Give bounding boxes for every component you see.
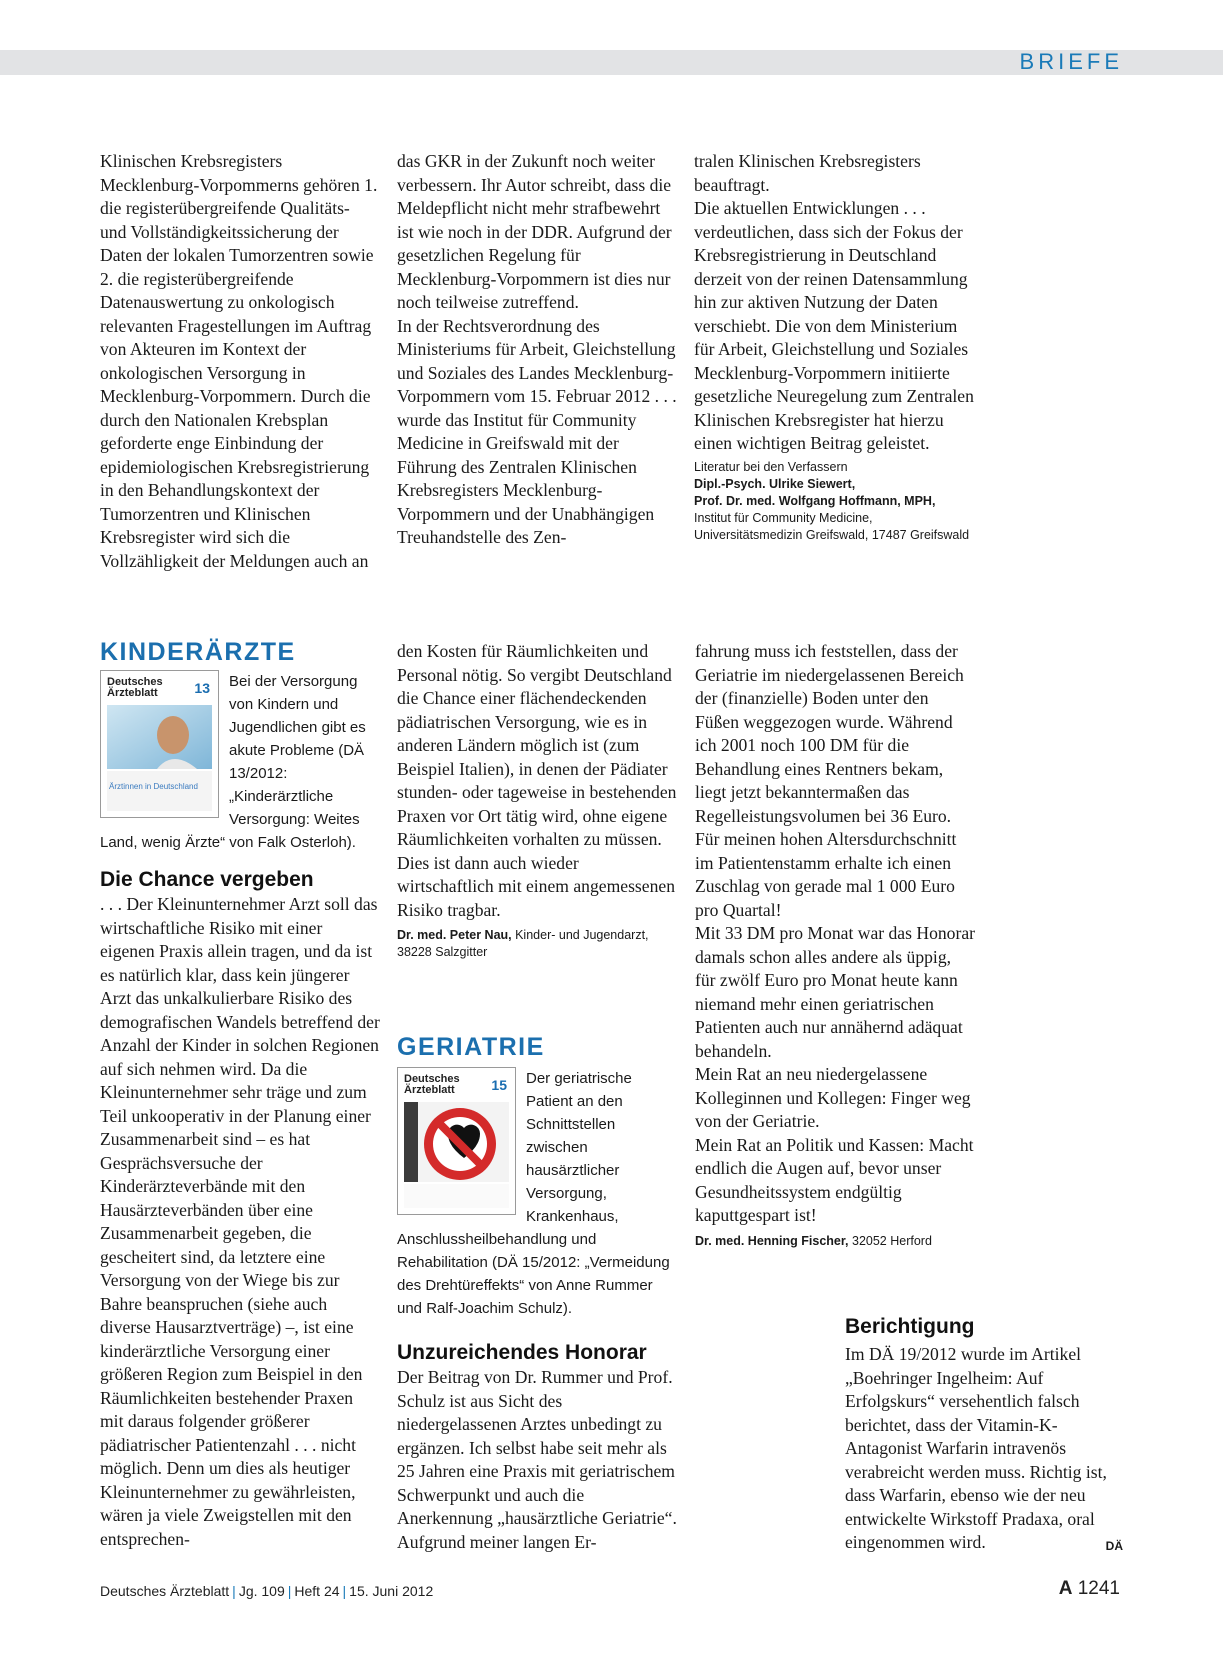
journal-name: Deutsches Ärzteblatt — [100, 1583, 230, 1599]
paragraph: tralen Klinischen Krebsregisters beauftragt. — [694, 151, 921, 195]
page-number: A 1241 — [1058, 1578, 1120, 1599]
author-name: Dipl.-Psych. Ulrike Siewert, — [694, 476, 856, 491]
cover-title: Deutsches Ärzteblatt — [107, 676, 163, 699]
teaser-text: Bei der Versorgung von Kindern und Jugendlichen gibt es akute Probleme (DÄ 13/2012: „Kinderärztliche Versorgung: Weites Land, wenig Ärzte“ von Falk Osterloh). — [100, 673, 366, 851]
paragraph: fahrung muss ich feststellen, dass der Geriatrie im niedergelassenen Bereich der (finanzielle) Boden unter den Füßen weggezogen wurde. Während ich 2001 noch 100 DM für die Behandlung eines Rentners bekam, liegt jetzt bekanntermaßen das Regelleistungsvolumen bei 36 Euro. Für meinen hohen Altersdurchschnitt im Patientenstamm erhalte ich einen Zuschlag von gerade mal 1 000 Euro pro Quartal! — [695, 641, 964, 920]
cover-photo — [398, 1068, 515, 1214]
top-column-3 — [694, 150, 974, 544]
article-heading: Die Chance vergeben — [100, 868, 314, 891]
kinder-teaser — [100, 670, 380, 855]
paragraph: das GKR in der Zukunft noch weiter verbessern. Ihr Autor schreibt, dass die Meldepflicht nicht mehr strafbewehrt ist wie noch in der DDR. Aufgrund der gesetzlichen Regelung für Mecklenburg-Vorpommern ist dies nur noch teilweise zutreffend. — [397, 151, 672, 312]
paragraph: den Kosten für Räumlichkeiten und Personal nötig. So vergibt Deutschland die Chance einer flächendeckenden pädiatrischen Versorgung, wie es in anderen Ländern möglich ist (zum Beispiel Italien), in denen der Pädiater stunden- oder tageweise in bestehenden Praxen vor Ort tätig wird, ohne eigene Räumlichkeiten vorhalten zu müssen. Dies ist dann auch wieder wirtschaftlich mit einem angemessenen Risiko tragbar. — [397, 641, 677, 920]
letter-signature: Dr. med. Peter Nau, Kinder- und Jugendarzt, 38228 Salzgitter — [397, 928, 649, 959]
date: 15. Juni 2012 — [349, 1583, 434, 1599]
top-column-2 — [397, 150, 679, 550]
kinder-cover-image — [100, 670, 219, 818]
cover-issue-number: 13 — [194, 680, 210, 696]
volume: Jg. 109 — [238, 1583, 285, 1599]
paragraph: Klinischen Krebsregisters Mecklenburg-Vorpommerns gehören 1. die registerübergreifende Qualitäts- und Vollständigkeitssicherung der Daten der lokalen Tumorzentren sowie 2. die registerübergreifende Datenauswertung zu onkologisch relevanten Fragestellungen im Auftrag von Akteuren im Kontext der onkologischen Versorgung in Mecklenburg-Vorpommern. Durch die durch den Nationalen Krebsplan geforderte enge Einbindung der epidemiologischen Krebsregistrierung in den Behandlungskontext der Tumorzentren und Klinischen Krebsregister wird sich die Vollzähligkeit der Meldungen auch an — [100, 151, 378, 571]
paragraph: Der Beitrag von Dr. Rummer und Prof. Schulz ist aus Sicht des niedergelassenen Arztes unbedingt zu ergänzen. Ich selbst habe seit mehr als 25 Jahren eine Praxis mit geriatrischem Schwerpunkt und auch die Anerkennung „hausärztliche Geriatrie“. Aufgrund meiner langen Er- — [397, 1367, 677, 1552]
cover-caption: Ärztinnen in Deutschland — [109, 782, 198, 791]
author-name: Prof. Dr. med. Wolfgang Hoffmann, MPH, — [694, 493, 936, 508]
cover-title: Deutsches Ärzteblatt — [404, 1073, 460, 1096]
rubric-kinderaerzte: KINDERÄRZTE — [100, 638, 296, 666]
geri-cover-image — [397, 1067, 516, 1215]
geri-column-2 — [397, 1067, 679, 1554]
correction-heading: Berichtigung — [845, 1315, 975, 1338]
author-affiliation: Institut für Community Medicine, Universitätsmedizin Greifswald, 17487 Greifswald — [694, 510, 970, 542]
kinder-column-1 — [100, 670, 380, 1551]
literature-note: Literatur bei den Verfassern — [694, 459, 848, 474]
geri-teaser — [397, 1067, 679, 1320]
top-column-1 — [100, 150, 380, 573]
kinder-column-2 — [397, 640, 679, 961]
geri-column-3 — [695, 640, 975, 1250]
correction-box — [845, 1314, 1123, 1559]
article-heading: Unzureichendes Honorar — [397, 1341, 647, 1364]
da-mark: DÄ — [1105, 1539, 1123, 1553]
footer-citation: Deutsches Ärzteblatt | Jg. 109 | Heft 24 | 15. Juni 2012 — [100, 1583, 434, 1599]
section-label: BRIEFE — [1019, 49, 1123, 74]
paragraph: Im DÄ 19/2012 wurde im Artikel „Boehringer Ingelheim: Auf Erfolgskurs“ versehentlich falsch berichtet, dass der Vitamin-K-Antagonist Warfarin intravenös verabreicht werden muss. Richtig ist, dass Warfarin, ebenso wie der neu entwickelte Wirkstoff Pradaxa, oral eingenommen wird. DÄ — [845, 1343, 1123, 1555]
paragraph: In der Rechtsverordnung des Ministeriums für Arbeit, Gleichstellung und Soziales des Landes Mecklenburg-Vorpommern vom 15. Februar 2012 . . . wurde das Institut für Community Medicine in Greifswald mit der Führung des Zentralen Klinischen Krebsregisters Mecklenburg-Vorpommern und der Unabhängigen Treuhandstelle des Zen- — [397, 315, 677, 547]
cover-issue-number: 15 — [491, 1077, 507, 1093]
letter-signature: Dr. med. Henning Fischer, 32052 Herford — [695, 1233, 932, 1248]
paragraph: Die aktuellen Entwicklungen . . . verdeutlichen, dass sich der Fokus der Krebsregistrierung in Deutschland derzeit von der reinen Datensammlung hin zur aktiven Nutzung der Daten verschiebt. Die von dem Ministerium für Arbeit, Gleichstellung und Soziales Mecklenburg-Vorpommern initiierte gesetzliche Neuregelung zum Zentralen Klinischen Krebsregister hat hierzu einen wichtigen Beitrag geleistet. — [694, 198, 974, 453]
rubric-geriatrie: GERIATRIE — [397, 1033, 545, 1061]
paragraph: Mein Rat an neu niedergelassene Kolleginnen und Kollegen: Finger weg von der Geriatrie. — [695, 1064, 971, 1131]
paragraph: . . . Der Kleinunternehmer Arzt soll das wirtschaftliche Risiko mit einer eigenen Praxis allein tragen, und da ist es natürlich klar, dass kein jüngerer Arzt das unkalkulierbare Risiko des demografischen Wandels betreffend der Anzahl der Kinder in solchen Regionen auf sich nehmen wird. Da die Kleinunternehmer sehr träge und zum Teil unkooperativ in der Planung einer Zusammenarbeit sind – es hat Gesprächsversuche der Kinderärzteverbände mit den Hausärzteverbänden über eine Zusammenarbeit gegeben, die gescheitert sind, da letztere eine Versorgung von der Wiege bis zur Bahre beanspruchen (siehe auch diverse Hausarztverträge) –, ist eine kinderärztliche Versorgung einer größeren Region zum Beispiel in den Räumlichkeiten bestehender Praxen mit daraus folgender größerer pädiatrischer Patientenzahl . . . nicht möglich. Denn um dies als heutiger Kleinunternehmer zu gewährleisten, wären ja viele Zweigstellen mit den entsprechen- — [100, 894, 380, 1549]
issue: Heft 24 — [294, 1583, 340, 1599]
teaser-text: Der geriatrische Patient an den Schnittstellen zwischen hausärztlicher Versorgung, Krankenhaus, Anschlussheilbehandlung und Rehabilitation (DÄ 15/2012: „Vermeidung des Drehtüreffekts“ von Anne Rummer und Ralf-Joachim Schulz). — [397, 1070, 670, 1317]
paragraph: Mit 33 DM pro Monat war das Honorar damals schon alles andere als üppig, für zwölf Euro pro Monat heute kann niemand mehr einen geriatrischen Patienten auch nur annähernd adäquat behandeln. — [695, 923, 975, 1061]
paragraph: Mein Rat an Politik und Kassen: Macht endlich die Augen auf, bevor unser Gesundheitssystem endgültig kaputtgespart ist! — [695, 1134, 974, 1225]
